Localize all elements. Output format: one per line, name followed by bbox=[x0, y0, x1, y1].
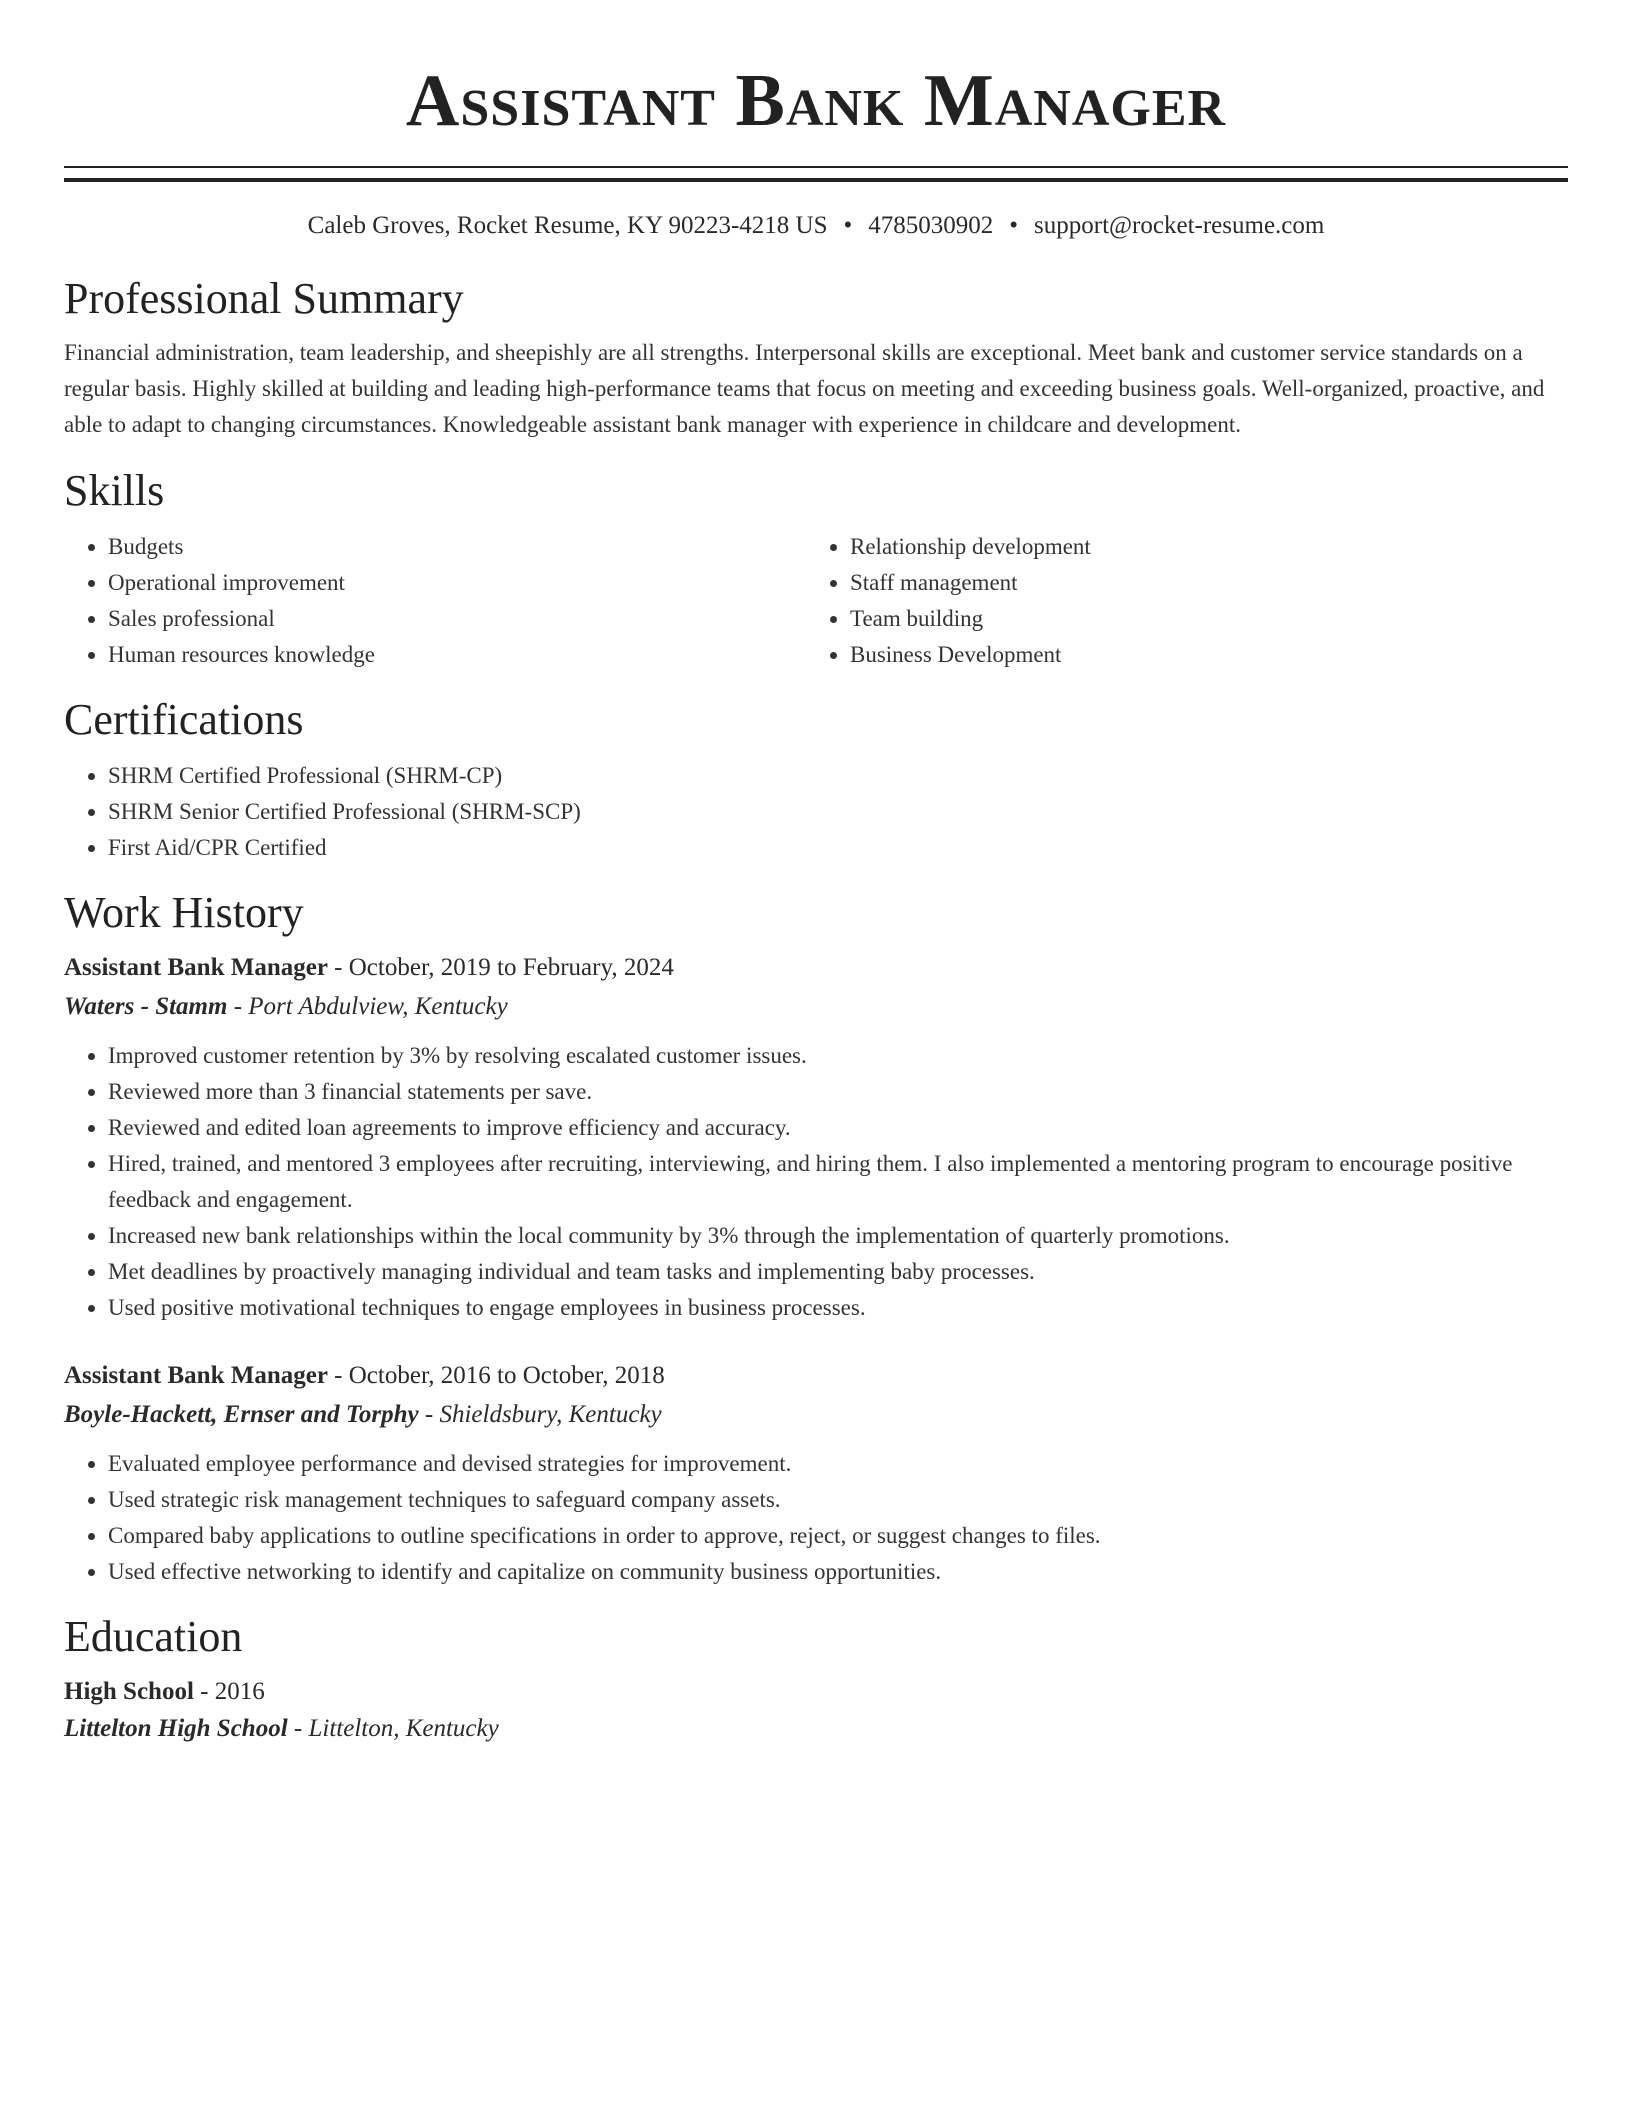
skill-item: • Budgets bbox=[108, 529, 806, 565]
skills-grid bbox=[64, 529, 1568, 673]
job-bullet: • Reviewed more than 3 financial statements per save. bbox=[108, 1074, 1568, 1110]
job-bullet: • Compared baby applications to outline specifications in order to approve, reject, or suggest changes to files. bbox=[108, 1518, 1568, 1554]
summary-text: Financial administration, team leadership, and sheepishly are all strengths. Interpersonal skills are exceptional. Meet bank and customer service standards on a regular basis. Highly skilled at building and leading high-performance teams that focus on meeting and exceeding business goals. Well-organized, proactive, and able to adapt to changing circumstances. Knowledgeable assistant bank manager with experience in childcare and development. bbox=[64, 340, 1545, 437]
job-bullet: • Evaluated employee performance and devised strategies for improvement. bbox=[108, 1446, 1568, 1482]
job-employer-line bbox=[64, 990, 1568, 1024]
dash: - bbox=[233, 993, 243, 1020]
certification-item: • SHRM Certified Professional (SHRM-CP) bbox=[108, 758, 1568, 794]
job-bullet: • Met deadlines by proactively managing individual and team tasks and implementing baby processes. bbox=[108, 1254, 1568, 1290]
job-dates: October, 2019 to February, 2024 bbox=[348, 954, 674, 981]
job-bullet: • Used effective networking to identify and capitalize on community business opportunities. bbox=[108, 1554, 1568, 1590]
skill-item: • Sales professional bbox=[108, 601, 806, 637]
job-employer-line bbox=[64, 1398, 1568, 1432]
education-year: 2016 bbox=[214, 1678, 265, 1705]
skill-item: • Human resources knowledge bbox=[108, 637, 806, 673]
job-bullet: • Increased new bank relationships within the local community by 3% through the implementation of quarterly promotions. bbox=[108, 1218, 1568, 1254]
dash: - bbox=[334, 954, 343, 981]
skills-list-right bbox=[806, 529, 1568, 673]
certifications-heading: Certifications bbox=[64, 695, 304, 744]
education-degree: High School bbox=[64, 1678, 194, 1705]
contact-address: Caleb Groves, Rocket Resume, KY 90223-4218 US bbox=[307, 212, 828, 239]
certification-item: • SHRM Senior Certified Professional (SHRM-SCP) bbox=[108, 794, 1568, 830]
job-title: Assistant Bank Manager bbox=[64, 954, 328, 981]
job-bullets bbox=[64, 1446, 1568, 1590]
skill-item: • Operational improvement bbox=[108, 565, 806, 601]
job-dates: October, 2016 to October, 2018 bbox=[348, 1362, 665, 1389]
job-entry bbox=[64, 951, 1568, 1326]
resume-title: Assistant Bank Manager bbox=[405, 60, 1227, 142]
dash: - bbox=[334, 1362, 343, 1389]
job-location: Port Abdulview, Kentucky bbox=[248, 993, 508, 1020]
job-bullet: • Reviewed and edited loan agreements to improve efficiency and accuracy. bbox=[108, 1110, 1568, 1146]
job-bullet: • Hired, trained, and mentored 3 employees after recruiting, interviewing, and hiring them. I also implemented a mentoring program to encourage positive feedback and engagement. bbox=[108, 1146, 1568, 1218]
contact-separator: • bbox=[843, 212, 853, 239]
job-header bbox=[64, 951, 1568, 985]
skill-item: • Team building bbox=[850, 601, 1568, 637]
dash: - bbox=[424, 1401, 434, 1428]
contact-line bbox=[64, 210, 1568, 242]
job-title: Assistant Bank Manager bbox=[64, 1362, 328, 1389]
education-school: Littelton High School bbox=[64, 1715, 288, 1742]
education-header bbox=[64, 1675, 1568, 1709]
job-header bbox=[64, 1359, 1568, 1393]
job-bullet: • Improved customer retention by 3% by resolving escalated customer issues. bbox=[108, 1038, 1568, 1074]
job-bullets bbox=[64, 1038, 1568, 1326]
education-school-line bbox=[64, 1712, 1568, 1746]
skill-item: • Staff management bbox=[850, 565, 1568, 601]
job-bullet: • Used positive motivational techniques to engage employees in business processes. bbox=[108, 1290, 1568, 1326]
job-company: Waters - Stamm bbox=[64, 993, 228, 1020]
education-location: Littelton, Kentucky bbox=[308, 1715, 499, 1742]
skills-list-left bbox=[64, 529, 806, 673]
title-double-rule bbox=[64, 166, 1568, 182]
contact-phone: 4785030902 bbox=[868, 212, 994, 239]
contact-separator: • bbox=[1009, 212, 1019, 239]
dash: - bbox=[200, 1678, 209, 1705]
job-location: Shieldsbury, Kentucky bbox=[439, 1401, 662, 1428]
contact-email: support@rocket-resume.com bbox=[1034, 212, 1325, 239]
summary-heading: Professional Summary bbox=[64, 274, 464, 323]
dash: - bbox=[293, 1715, 303, 1742]
job-bullet: • Used strategic risk management techniques to safeguard company assets. bbox=[108, 1482, 1568, 1518]
skill-item: • Business Development bbox=[850, 637, 1568, 673]
job-company: Boyle-Hackett, Ernser and Torphy bbox=[64, 1401, 419, 1428]
skills-heading: Skills bbox=[64, 466, 165, 515]
work-history-heading: Work History bbox=[64, 888, 304, 937]
certifications-list bbox=[64, 758, 1568, 866]
education-entry bbox=[64, 1675, 1568, 1746]
job-entry bbox=[64, 1359, 1568, 1590]
education-heading: Education bbox=[64, 1612, 243, 1661]
certification-item: • First Aid/CPR Certified bbox=[108, 830, 1568, 866]
skill-item: • Relationship development bbox=[850, 529, 1568, 565]
